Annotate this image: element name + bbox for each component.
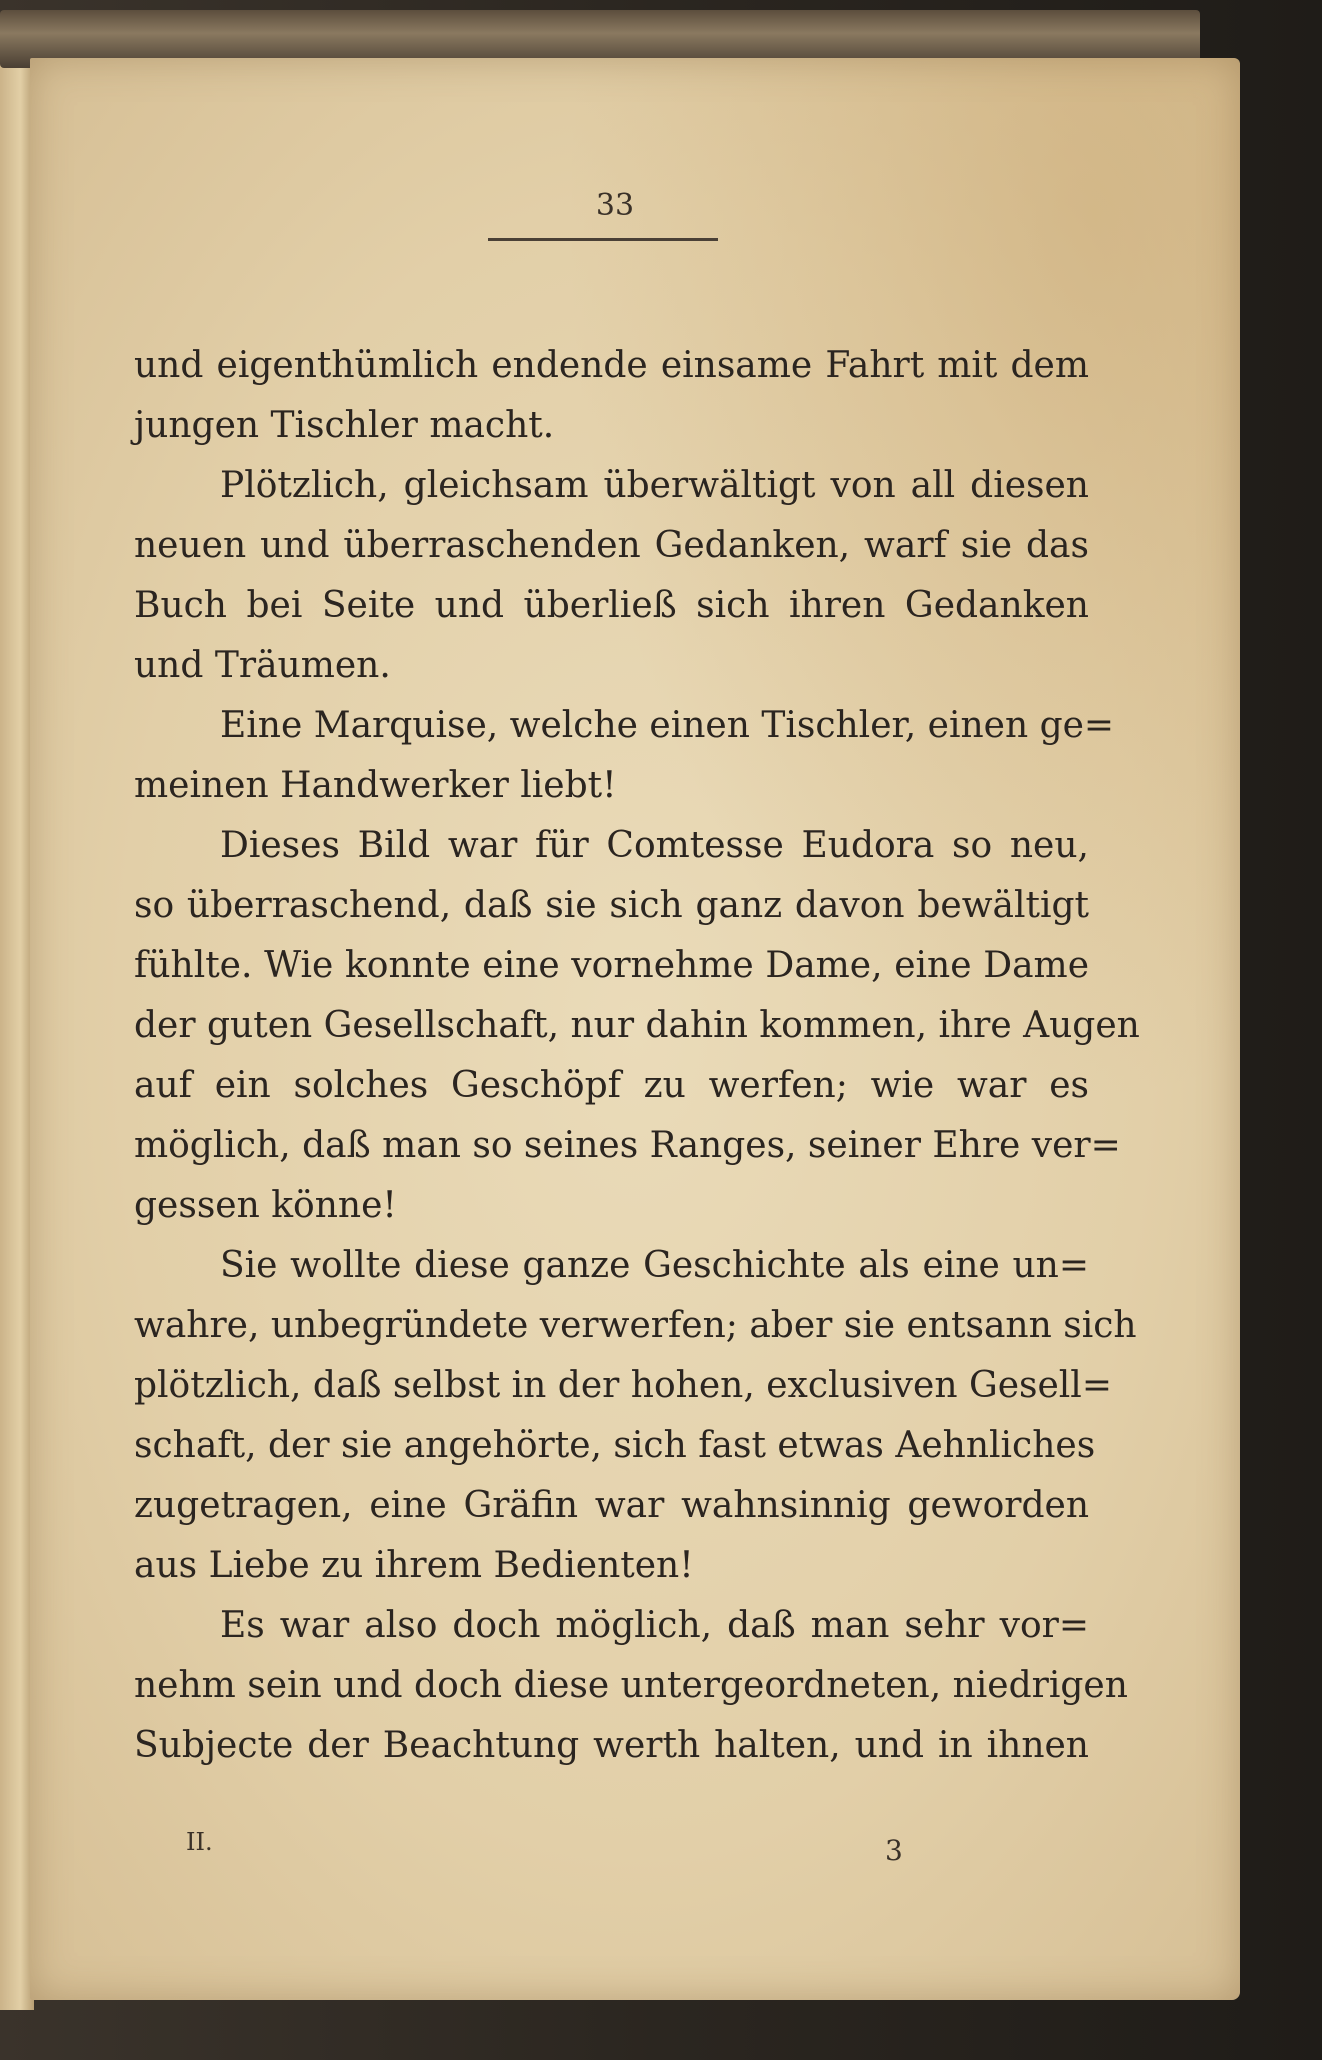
text-line: wahre, unbegründete verwerfen; aber sie entsann sich [134,1305,1137,1346]
text-line: Sie wollte diese ganze Geschichte als eine un= [220,1245,1089,1286]
body-text [134,336,1140,1776]
text-line: meinen Handwerker liebt! [134,765,617,806]
signature-mark: II. [186,1828,213,1856]
text-line: der guten Gesellschaft, nur dahin kommen, ihre Augen [134,1005,1140,1046]
text-line: jungen Tischler macht. [134,405,555,446]
text-line: und eigenthümlich endende einsame Fahrt mit dem [134,345,1089,386]
text-line: zugetragen, eine Gräfin war wahnsinnig geworden [134,1485,1089,1526]
text-line: plötzlich, daß selbst in der hohen, exclusiven Gesell= [134,1365,1112,1406]
text-line: auf ein solches Geschöpf zu werfen; wie war es [134,1065,1089,1106]
text-line: neuen und überraschenden Gedanken, warf sie das [134,525,1089,566]
text-line: schaft, der sie angehörte, sich fast etwas Aehnliches [134,1425,1096,1466]
text-line: nehm sein und doch diese untergeordneten, niedrigen [134,1665,1128,1706]
text-line: Subjecte der Beachtung werth halten, und in ihnen [134,1725,1089,1766]
book-page [30,58,1240,2000]
text-line: Plötzlich, gleichsam überwältigt von all diesen [220,465,1089,506]
text-line: möglich, daß man so seines Ranges, seiner Ehre ver= [134,1125,1121,1166]
previous-page-edge [0,60,34,2010]
page-footer [30,1828,1240,1868]
header-rule [488,238,718,241]
text-line: Dieses Bild war für Comtesse Eudora so neu, [220,825,1089,866]
text-line: Eine Marquise, welche einen Tischler, einen ge= [220,705,1115,746]
page-number: 33 [595,188,635,223]
text-line: fühlte. Wie konnte eine vornehme Dame, eine Dame [134,945,1089,986]
text-line: Es war also doch möglich, daß man sehr vor= [220,1605,1089,1646]
text-line: und Träumen. [134,645,391,686]
text-line: Buch bei Seite und überließ sich ihren Gedanken [134,585,1089,626]
text-line: so überraschend, daß sie sich ganz davon bewältigt [134,885,1089,926]
text-line: gessen könne! [134,1185,397,1226]
text-line: aus Liebe zu ihrem Bedienten! [134,1545,694,1586]
gathering-number: 3 [885,1834,903,1867]
